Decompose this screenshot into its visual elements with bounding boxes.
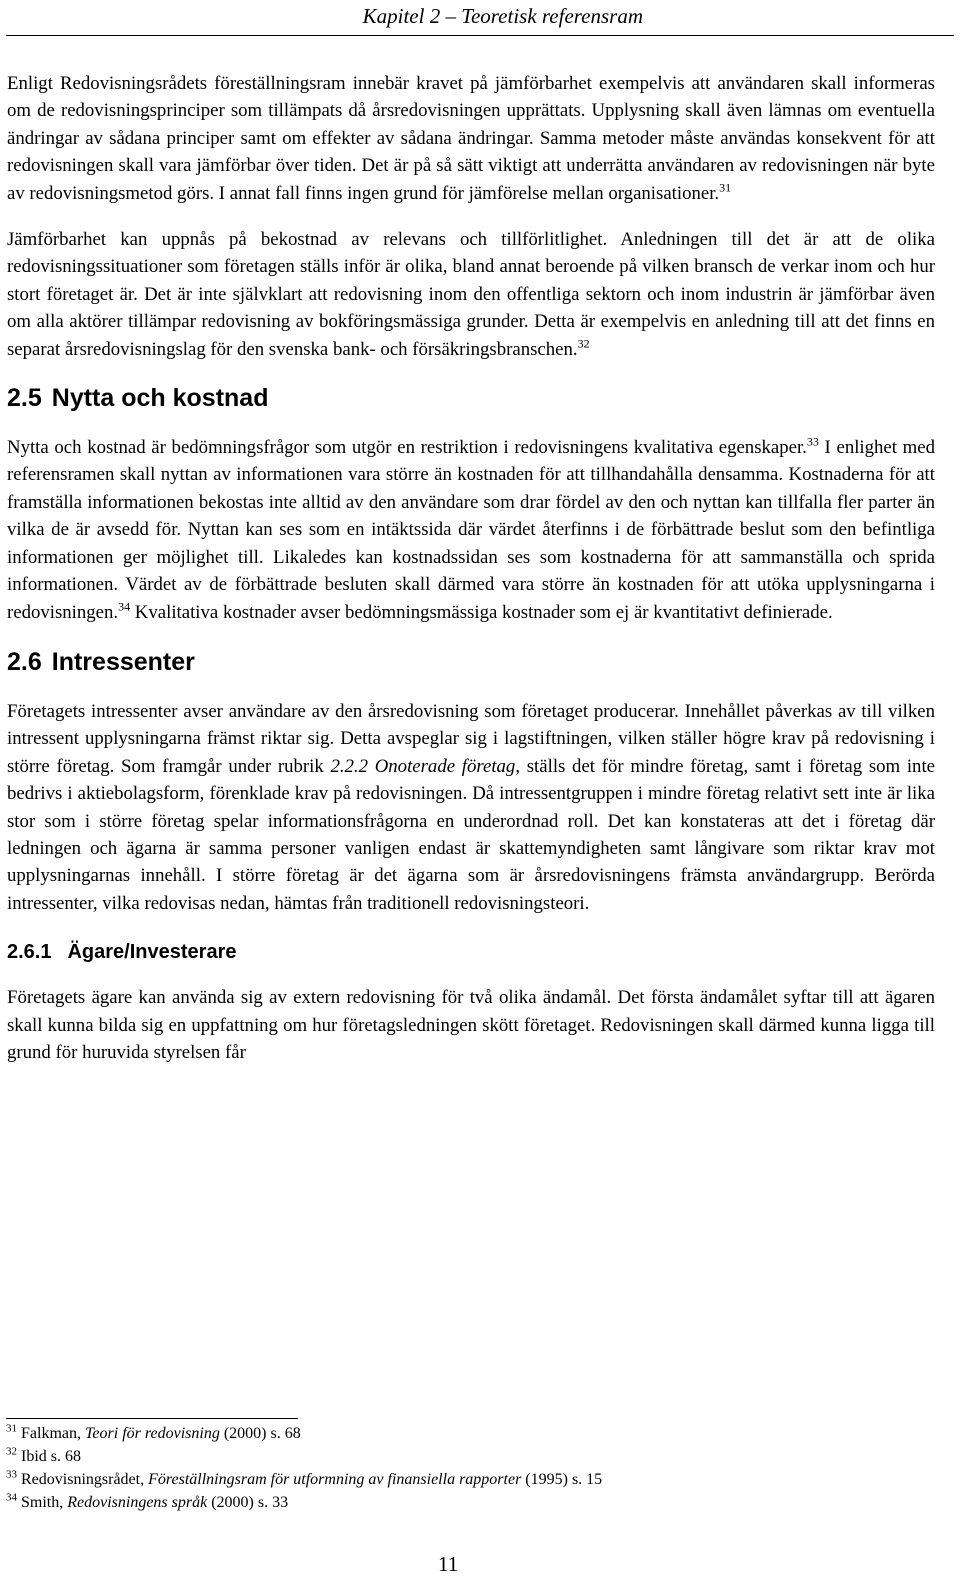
- section-title: Nytta och kostnad: [51, 384, 269, 413]
- footnote-author: Redovisningsrådet,: [21, 1471, 149, 1488]
- paragraph-stakeholders: [7, 698, 935, 917]
- footnote-author: Falkman,: [21, 1425, 85, 1442]
- footnote: [6, 1491, 602, 1514]
- footnote-ref: 31: [719, 180, 732, 195]
- cross-reference: 2.2.2 Onoterade företag: [330, 755, 516, 777]
- footnote-detail: (2000) s. 33: [207, 1494, 289, 1511]
- footnote-author: Ibid s. 68: [21, 1448, 81, 1465]
- footnote-title: Teori för redovisning: [85, 1425, 220, 1442]
- footnote-title: Redovisningens språk: [67, 1494, 208, 1511]
- header-rule: [6, 35, 954, 36]
- section-number: 2.6: [7, 647, 42, 676]
- footnote-number: 33: [6, 1468, 17, 1481]
- footnote-ref: 34: [118, 599, 131, 614]
- footnote-title: Föreställningsram för utformning av finansiella rapporter: [148, 1471, 522, 1488]
- section-number: 2.5: [7, 384, 42, 413]
- footnote: [6, 1468, 602, 1491]
- paragraph-comparability-cost: [7, 226, 935, 363]
- footnote-number: 31: [6, 1422, 17, 1435]
- paragraph-text: Nytta och kostnad är bedömningsfrågor som utgör en restriktion i redovisningens kvalitativa egenskaper.: [7, 437, 807, 459]
- footnote: [6, 1445, 602, 1468]
- footnote-detail: (2000) s. 68: [219, 1425, 301, 1442]
- footnote-detail: (1995) s. 15: [521, 1471, 603, 1488]
- paragraph-text: Enligt Redovisningsrådets föreställningsram innebär kravet på jämförbarhet exempelvis att användaren skall informeras om de redovisningsprinciper som tillämpats då årsredovisningen upprättats. Upplysning skall även lämnas om eventuella ändringar av sådana principer samt om effekter av sådana ändringar. Samma metoder måste användas konsekvent för att redovisningen skall vara jämförbar över tiden. Det är på så sätt viktigt att underrätta användaren av redovisningen när byte av redovisningsmetod görs. I annat fall finns ingen grund för jämförelse mellan organisationer.: [7, 73, 935, 204]
- footnote: [6, 1422, 602, 1445]
- footnote-number: 32: [6, 1445, 17, 1458]
- page-number: 11: [438, 1552, 459, 1576]
- footnote-ref: 32: [577, 336, 590, 351]
- paragraph-text: Jämförbarhet kan uppnås på bekostnad av relevans och tillförlitlighet. Anledningen till det är att de olika redovisningssituationer som företagen ställs inför är olika, bland annat beroende på vilken bransch de verkar inom och hur stort företaget är. Det är inte självklart att redovisning inom den offentliga sektorn och inom industrin är jämförbar även om alla aktörer tillämpar redovisning av bokföringsmässiga grunder. Detta är exempelvis en anledning till att det finns en separat årsredovisningslag för den svenska bank- och försäkringsbranschen.: [7, 229, 935, 360]
- section-heading-2-6: [7, 648, 935, 677]
- paragraph-text: Kvalitativa kostnader avser bedömningsmässiga kostnader som ej är kvantitativt definierade.: [130, 601, 833, 623]
- section-heading-2-5: [7, 384, 935, 413]
- section-number: 2.6.1: [7, 941, 52, 964]
- section-title: Intressenter: [51, 647, 195, 676]
- paragraph-owners: [7, 984, 935, 1066]
- paragraph-text: , ställs det för mindre företag, samt i företag som inte bedrivs i aktiebolagsform, förenklade krav på redovisningen. Då intressentgruppen i mindre företag relativt sett inte är lika stor som i större företag spelar informationsfrågorna en underordnad roll. Det kan konstateras att det i företag där ledningen och ägarna är samma personer vanligen endast är skattemyndigheten samt långivare som riktar krav mot upplysningarnas innehåll. I större företag är det ägarna som är årsredovisningens främsta användargrupp. Berörda intressenter, vilka redovisas nedan, hämtas från traditionell redovisningsteori.: [7, 755, 935, 914]
- running-header: Kapitel 2 – Teoretisk referensram: [362, 4, 643, 28]
- paragraph-text: I enlighet med referensramen skall nyttan av informationen vara större än kostnaden för att tillhandahålla densamma. Kostnaderna för att framställa informationen bekostas inte alltid av den användare som drar fördel av den och nyttan kan tillfalla fler parter än vilka de är avsedd för. Nyttan kan ses som en intäktssida där värdet återfinns i de förbättrade beslut som den befintliga informationen ger möjlighet till. Likaledes kan kostnadssidan ses som kostnaderna för att sammanställa och sprida informationen. Värdet av de förbättrade besluten skall därmed vara större än kostnaden för att utöka upplysningarna i redovisningen.: [7, 437, 935, 623]
- paragraph-text: Företagets ägare kan använda sig av extern redovisning för två olika ändamål. Det första ändamålet syftar till att ägaren skall kunna bilda sig en uppfattning om hur företagsledningen skött företaget. Redovisningen skall därmed kunna ligga till grund för huruvida styrelsen får: [7, 987, 935, 1063]
- paragraph-text: Företagets intressenter avser användare av den årsredovisning som företaget producerar. Innehållet påverkas av till vilken intressent upplysningarna främst riktar sig. Detta avspeglar sig i lagstiftningen, vilken ställer högre krav på redovisning i större företag. Som framgår under rubrik: [7, 700, 935, 777]
- section-heading-2-6-1: [7, 941, 935, 964]
- footnote-number: 34: [6, 1491, 17, 1504]
- footnote-author: Smith,: [21, 1494, 68, 1511]
- footnote-ref: 33: [806, 434, 819, 449]
- footnote-rule: [6, 1418, 298, 1419]
- footnotes: [6, 1422, 602, 1514]
- paragraph-comparability: [7, 70, 935, 207]
- paragraph-benefit-cost: [7, 434, 935, 626]
- body-text: [7, 70, 935, 1066]
- section-title: Ägare/Investerare: [67, 941, 237, 964]
